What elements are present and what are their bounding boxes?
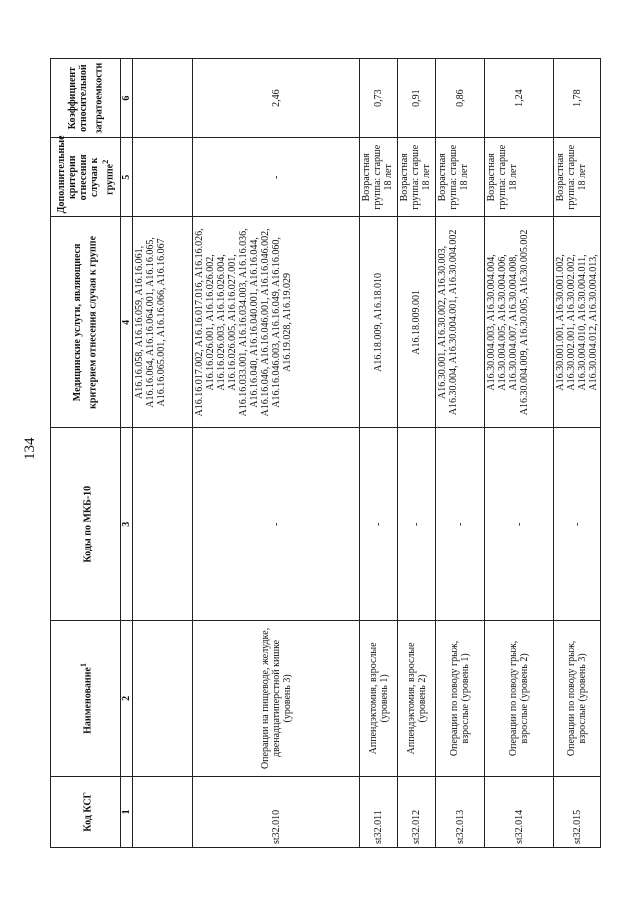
medical-services: A16.30.001.001, A16.30.001.002, A16.30.002.001, A16.30.002.002, A16.30.004.010, A16.30.004.011, A16.30.004.012, A16.30.004.013, [554, 217, 601, 428]
table-row [398, 59, 436, 848]
additional-criteria: Возрастная группа: старше 18 лет [485, 138, 554, 217]
mkb-codes: - [398, 428, 436, 621]
additional-criteria: Возрастная группа: старше 18 лет [436, 138, 485, 217]
ksg-name [133, 621, 193, 777]
additional-criteria: Возрастная группа: старше 18 лет [554, 138, 601, 217]
header-code: Код КСГ [51, 776, 121, 847]
column-number: 6 [121, 59, 133, 138]
ksg-name: Операции по поводу грыж, взрослые (уровень 1) [436, 621, 485, 777]
ksg-code: st32.010 [193, 776, 360, 847]
cost-coefficient: 0,91 [398, 59, 436, 138]
mkb-codes: - [360, 428, 398, 621]
column-number-row [121, 59, 133, 848]
ksg-name: Операции по поводу грыж, взрослые (уровень 3) [554, 621, 601, 777]
table-row [554, 59, 601, 848]
table-row [193, 59, 360, 848]
medical-services: A16.16.058, A16.16.059, A16.16.061, A16.16.064, A16.16.064.001, A16.16.065, A16.16.065.001, A16.16.066, A16.16.067 [133, 217, 193, 428]
ksg-name: Аппендэктомия, взрослые (уровень 1) [360, 621, 398, 777]
additional-criteria [133, 138, 193, 217]
mkb-codes: - [485, 428, 554, 621]
additional-criteria: - [193, 138, 360, 217]
medical-services: A16.18.009.001 [398, 217, 436, 428]
ksg-code: st32.013 [436, 776, 485, 847]
ksg-code: st32.014 [485, 776, 554, 847]
ksg-table [50, 58, 601, 848]
column-number: 2 [121, 621, 133, 777]
page-number: 134 [22, 437, 38, 460]
header-coef: Коэффициент относительной затратоемкости [51, 59, 121, 138]
header-name: Наименование$^1$ [51, 621, 121, 777]
mkb-codes [133, 428, 193, 621]
mkb-codes: - [436, 428, 485, 621]
column-number: 1 [121, 776, 133, 847]
ksg-name: Аппендэктомия, взрослые (уровень 2) [398, 621, 436, 777]
column-number: 4 [121, 217, 133, 428]
header-criteria: Дополнительные критерии отнесения случая к группе$^2$ [51, 138, 121, 217]
ksg-code: st32.012 [398, 776, 436, 847]
column-number: 5 [121, 138, 133, 217]
table-row [485, 59, 554, 848]
header-mkb: Коды по МКБ-10 [51, 428, 121, 621]
cost-coefficient: 1,78 [554, 59, 601, 138]
table-row [436, 59, 485, 848]
mkb-codes: - [193, 428, 360, 621]
cost-coefficient [133, 59, 193, 138]
mkb-codes: - [554, 428, 601, 621]
ksg-name: Операции на пищеводе, желудке, двенадцатиперстной кишке (уровень 3) [193, 621, 360, 777]
cost-coefficient: 2,46 [193, 59, 360, 138]
table-row [360, 59, 398, 848]
additional-criteria: Возрастная группа: старше 18 лет [360, 138, 398, 217]
rotated-table-container [50, 58, 599, 848]
header-services: Медицинские услуги, являющиеся критерием отнесения случая к группе [51, 217, 121, 428]
ksg-code [133, 776, 193, 847]
ksg-code: st32.011 [360, 776, 398, 847]
cost-coefficient: 1,24 [485, 59, 554, 138]
cost-coefficient: 0,86 [436, 59, 485, 138]
medical-services: A16.18.009, A16.18.010 [360, 217, 398, 428]
ksg-code: st32.015 [554, 776, 601, 847]
cost-coefficient: 0,73 [360, 59, 398, 138]
ksg-name: Операции по поводу грыж, взрослые (уровень 2) [485, 621, 554, 777]
column-number: 3 [121, 428, 133, 621]
medical-services: A16.30.004.003, A16.30.004.004, A16.30.004.005, A16.30.004.006, A16.30.004.007, A16.30.004.008, A16.30.004.009, A16.30.005, A16.30.005.002 [485, 217, 554, 428]
medical-services: A16.30.001, A16.30.002, A16.30.003, A16.30.004, A16.30.004.001, A16.30.004.002 [436, 217, 485, 428]
medical-services: A16.16.017.002, A16.16.017.016, A16.16.026, A16.16.026.001, A16.16.026.002, A16.16.026.003, A16.16.026.004, A16.16.026.005, A16.16.027.001, A16.16.033.001, A16.16.034.003, A16.16.036, A16.16.040, A16.16.040.001, A16.16.044, A16.16.046, A16.16.046.001, A16.16.046.002, A16.16.046.003, A16.16.049, A16.16.060, A16.19.028, A16.19.029 [193, 217, 360, 428]
table-row [133, 59, 193, 848]
header-row [51, 59, 121, 848]
additional-criteria: Возрастная группа: старше 18 лет [398, 138, 436, 217]
